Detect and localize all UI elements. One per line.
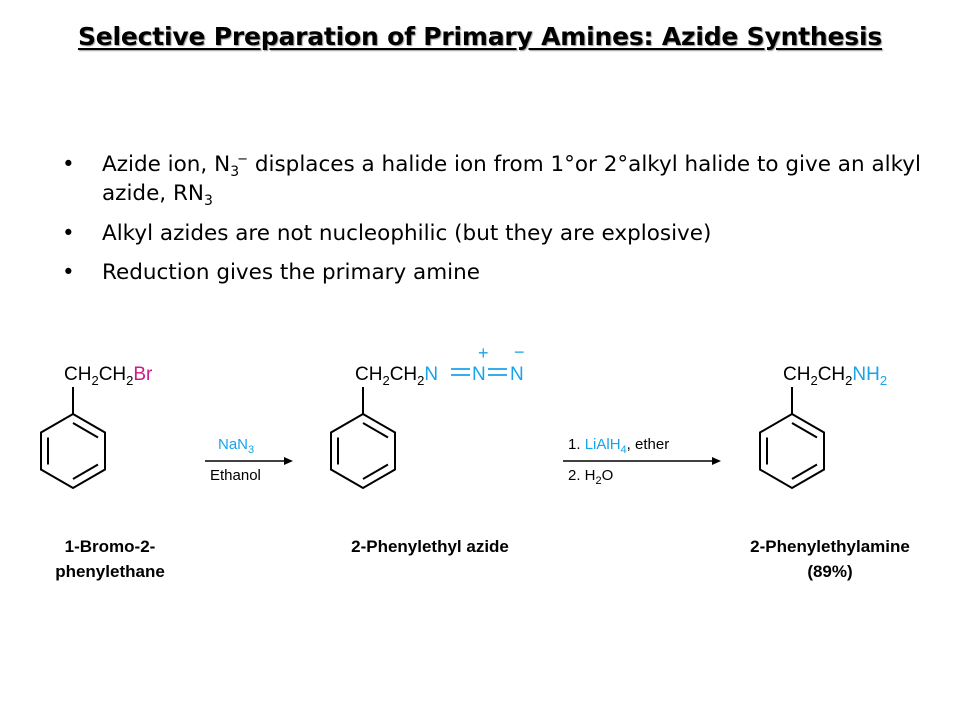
starting-material-structure <box>41 364 153 488</box>
page-title: Selective Preparation of Primary Amines: Azide Synthesis <box>77 22 883 51</box>
product-label-line1: 2-Phenylethylamine <box>750 537 910 556</box>
bullet-item-azide-ion: • Azide ion, $N_3^-$ displaces a halide ion from 1°or 2°alkyl halide to give an alkyl azide, $RN_3$ <box>62 152 921 209</box>
bullet-item-reduction: • Reduction gives the primary amine <box>62 260 480 285</box>
step1-solvent: Ethanol <box>210 467 261 484</box>
formal-charge-minus: − <box>514 342 525 362</box>
bullet-item-not-nucleophilic: • Alkyl azides are not nucleophilic (but they are explosive) <box>62 221 712 246</box>
starting-material-label-line2: phenylethane <box>55 562 165 581</box>
svg-text:N: N <box>510 364 524 385</box>
azide-structure <box>331 342 525 488</box>
bullet-marker: • <box>62 260 75 285</box>
azide-label: 2-Phenylethyl azide <box>351 537 509 556</box>
step2-line1: 1. LiAlH$_4$, ether <box>568 436 670 456</box>
bullet-marker: • <box>62 152 75 177</box>
azide-formula: $CH_2CH_2N$ <box>355 364 439 388</box>
svg-text:N: N <box>472 364 486 385</box>
benzene-ring <box>41 414 105 488</box>
step2-line2: 2. $H_2O$ <box>568 467 614 487</box>
benzene-ring <box>331 414 395 488</box>
step2-arrow <box>563 436 721 487</box>
starting-material-formula: $CH_2CH_2Br$ <box>64 364 153 388</box>
starting-material-label-line1: 1-Bromo-2- <box>64 537 156 556</box>
bullet-marker: • <box>62 221 75 246</box>
product-label-line2: (89%) <box>807 562 853 581</box>
formal-charge-plus: + <box>478 343 489 363</box>
arrow-head <box>712 457 721 465</box>
step1-reagent: NaN$_3$ <box>218 436 255 456</box>
product-structure <box>760 364 887 488</box>
arrow-head <box>284 457 293 465</box>
step1-arrow <box>205 436 293 484</box>
product-formula: $CH_2CH_2NH_2$ <box>783 364 888 388</box>
benzene-ring <box>760 414 824 488</box>
